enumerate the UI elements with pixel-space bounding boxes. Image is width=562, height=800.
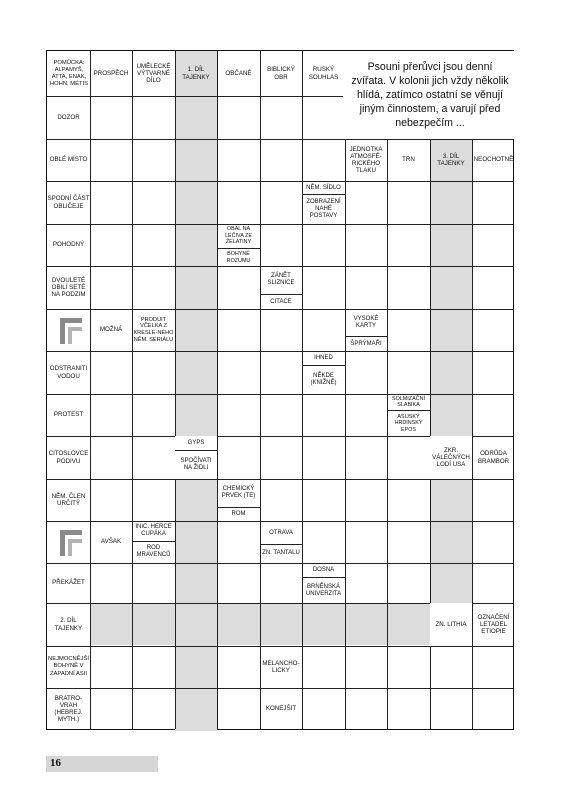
clue-oznaceni-letadel: OZNAČENÍ LETADEL ETIOPIE [477,613,510,636]
clue-tajenka-1: 1. DÍL TAJENKY [182,66,210,81]
clue-avsak: AVŠAK [100,538,122,546]
clue-obcane: OBČANÉ [225,69,252,77]
shaded-column-tajenka3 [430,139,472,646]
clue-zobrazeni-nahe-postavy: ZOBRAZENÍ NAHÉ POSTAVY [306,198,341,219]
clue-dvoulete-obili: DVOULETÉ OBILÍ SETÉ NA PODZIM [51,276,86,299]
clue-tajenka-2: 2. DÍL TAJENKY [54,617,83,632]
clue-spodni-cast-obliceje: SPODNÍ ČÁST OBLIČEJE [47,195,90,210]
clue-rod-mravencu: ROD MRAVENCŮ [136,545,171,558]
split-cell-obal [217,224,260,266]
clue-umelecke-dilo: UMĚLECKÉ VÝTVARNÉ DÍLO [136,62,171,85]
clue-nekde: NĚKDE (KNIŽNĚ) [310,372,337,386]
clue-odruda-brambor: ODRŮDA BRAMBOR [477,450,510,465]
clue-vysoke-karty: VYSOKÉ KARTY [353,316,379,329]
clue-oble-misto: OBLÉ MÍSTO [49,156,88,164]
page-number: 16 [50,757,61,769]
split-cell-chemicky-prvek [217,479,260,521]
clue-nejmocnejsi-bohyne: NEJMOCNĚJŠÍ BOHYNĚ V ZÁPADNÍ ASII [48,656,89,677]
clue-trn: TRN [402,156,415,164]
clue-rom: ROM [231,511,246,517]
clue-nem-sidlo: NĚM. SÍDLO [306,184,341,191]
clue-konejsit: KONEJŠIT [265,705,297,713]
split-cell-dosna [302,563,345,603]
split-cell-zanet [260,266,302,309]
clue-zanet-sliznice: ZÁNĚT SLIZNICE [267,273,295,286]
clue-prekazet: PŘEKÁŽET [52,579,85,587]
split-cell-nem-sidlo [302,181,345,224]
clue-neochotne: NEOCHOTNĚ [473,156,514,164]
clue-gyps: GYPS [187,439,205,446]
clue-obal-na-leciva: OBAL NA LÉČIVA ZE ŽELATINY [225,226,252,246]
clue-citoslovce-podivu: CITOSLOVCE PODIVU [48,450,89,465]
clue-chemicky-prvek: CHEMICKÝ PRVEK (TE) [221,486,256,499]
clue-zn-lithia: ZN. LITHIA [430,603,472,646]
clue-melancholicky: MELANCHO-LICKY [262,659,300,674]
split-cell-gyps [175,436,217,479]
split-cell-ihned [302,351,345,394]
clue-inic-herce-cupaka: INIC. HERCE CUPÁKA [135,524,172,537]
clue-ihned: IHNED [314,354,333,361]
split-cell-inic-herce [132,521,175,563]
clue-mozna: MOŽNÁ [99,326,123,334]
clue-biblicky-obr: BIBLICKÝ OBR [267,66,295,81]
clue-brnenska-univerzita: BRNĚNSKÁ UNIVERZITA [305,583,342,597]
clue-otrava: OTRAVA [269,529,293,536]
split-cell-otrava [260,521,302,563]
clue-odstraniti-vodou: ODSTRANITI VODOU [49,365,88,380]
clue-citace: CITACE [270,298,292,305]
page-footer-bar [46,756,158,772]
split-cell-vysoke-karty [345,309,387,351]
clue-rusky-souhlas: RUSKÝ SOUHLAS [308,66,339,81]
clue-zkr-valecnych-lodi: ZKR. VÁLEČNÝCH LODÍ USA [430,436,472,479]
corner-marker [60,318,82,344]
clue-zn-tantalu: ZN. TANTALU [262,550,300,556]
clue-produit: PRODUIT VČELKA Z KRESLE-NÉHO NĚM. SERIÁLU [133,316,174,343]
intro-text: Psouni přerůvci jsou denní zvířata. V kolonii jich vždy několik hlídá, zatímco ostatní se věnují jiným činnostem, a varují před nebezpečím ... [345,51,515,139]
split-cell-solmizacni [387,394,430,436]
clue-tajenka-3: 3. DÍL TAJENKY [437,152,465,167]
clue-pohodny: POHODNÝ [52,241,85,249]
clue-protest: PROTEST [53,411,84,419]
clue-solmizacni-slabika: SOLMIZAČNÍ SLABIKA [392,395,425,408]
clue-prospech: PROSPĚCH [93,69,129,77]
crossword-grid [46,50,514,730]
clue-nem-clen-urcity: NĚM. ČLEN URČITÝ [51,492,86,507]
clue-sprymari: ŠPRÝMAŘI [350,340,382,347]
clue-dozor: DOZOR [57,113,80,121]
clue-spocivati-na-zidli: SPOČÍVATI NA ŽIDLI [180,457,212,471]
clue-dosna: DOSNA [312,566,335,573]
corner-marker [60,530,82,556]
clue-jednotka-tlaku: JEDNOTKA ATMOSFÉ-RICKÉHO TLAKU [349,145,383,175]
clue-bohyne-rozumu: BOHYNĚ ROZUMU [226,251,251,264]
clue-pomucka: POMŮCKA: ALPAMYŠ, ATTA, ENAK, HOHN, MÉTIS [49,59,88,88]
clue-asijsky-epos: ASIJSKÝ HRDINSKÝ EPOS [394,413,423,433]
clue-bratrovrah: BRATRO-VRAH (HEBREJ. MYTH.) [54,694,83,724]
